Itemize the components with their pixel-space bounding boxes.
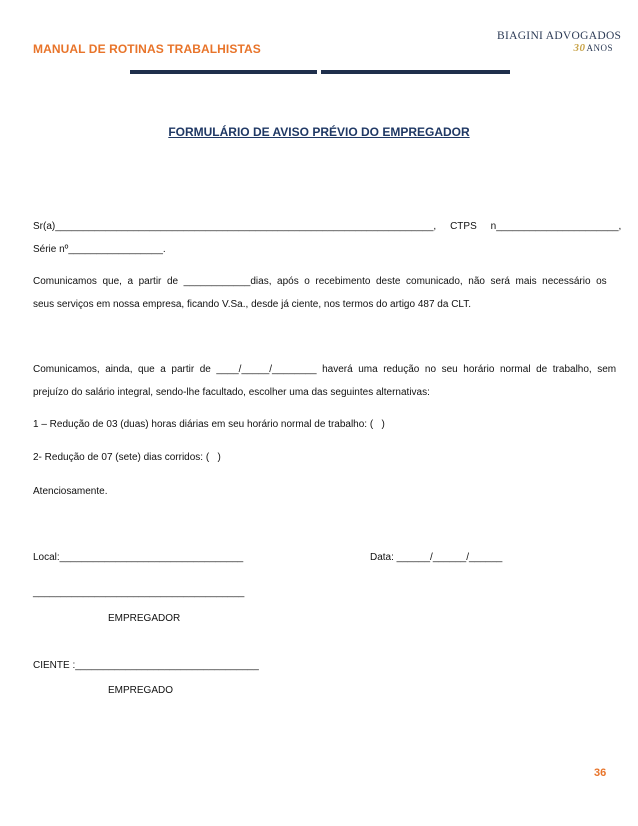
page-number: 36 — [594, 767, 607, 779]
employer-label: EMPREGADOR — [108, 613, 181, 624]
employer-signature-line: ______________________________________ — [33, 587, 245, 598]
employee-label: EMPREGADO — [108, 685, 174, 696]
notice-paragraph-line-1: Comunicamos que, a partir de ____________dias, após o recebimento deste comunicado, não será mais necessário os — [33, 276, 607, 287]
header-divider-right — [321, 70, 510, 74]
notice-paragraph-line-2: seus serviços em nossa empresa, ficando V.Sa., desde já ciente, nos termos do artigo 487 da CLT. — [33, 299, 472, 310]
reduction-paragraph-line-1: Comunicamos, ainda, que a partir de ____/_____/________ haverá uma redução no seu horário normal de trabalho, sem — [33, 364, 617, 375]
manual-title: MANUAL DE ROTINAS TRABALHISTAS — [33, 42, 261, 56]
option-1: 1 – Redução de 03 (duas) horas diárias em seu horário normal de trabalho: ( ) — [33, 419, 385, 430]
acknowledgement-field: CIENTE :_________________________________ — [33, 660, 259, 671]
biagini-logo — [497, 30, 622, 66]
recipient-line: Sr(a)____________________________________________________________________, CTPS n______________________, — [33, 221, 622, 232]
local-field: Local:_________________________________ — [33, 552, 244, 563]
option-2: 2- Redução de 07 (sete) dias corridos: ( ) — [33, 452, 221, 463]
serie-line: Série nº_________________. — [33, 244, 166, 255]
closing-text: Atenciosamente. — [33, 486, 108, 497]
logo-years-number: 30 — [573, 42, 586, 54]
logo-years — [573, 42, 613, 54]
logo-years-label: ANOS — [586, 43, 613, 53]
date-field: Data: ______/______/______ — [370, 552, 503, 563]
header-divider-left — [130, 70, 317, 74]
logo-name: BIAGINI ADVOGADOS — [497, 30, 622, 42]
form-title: FORMULÁRIO DE AVISO PRÉVIO DO EMPREGADOR — [168, 125, 470, 139]
reduction-paragraph-line-2: prejuízo do salário integral, sendo-lhe facultado, escolher uma das seguintes alternativas: — [33, 387, 430, 398]
